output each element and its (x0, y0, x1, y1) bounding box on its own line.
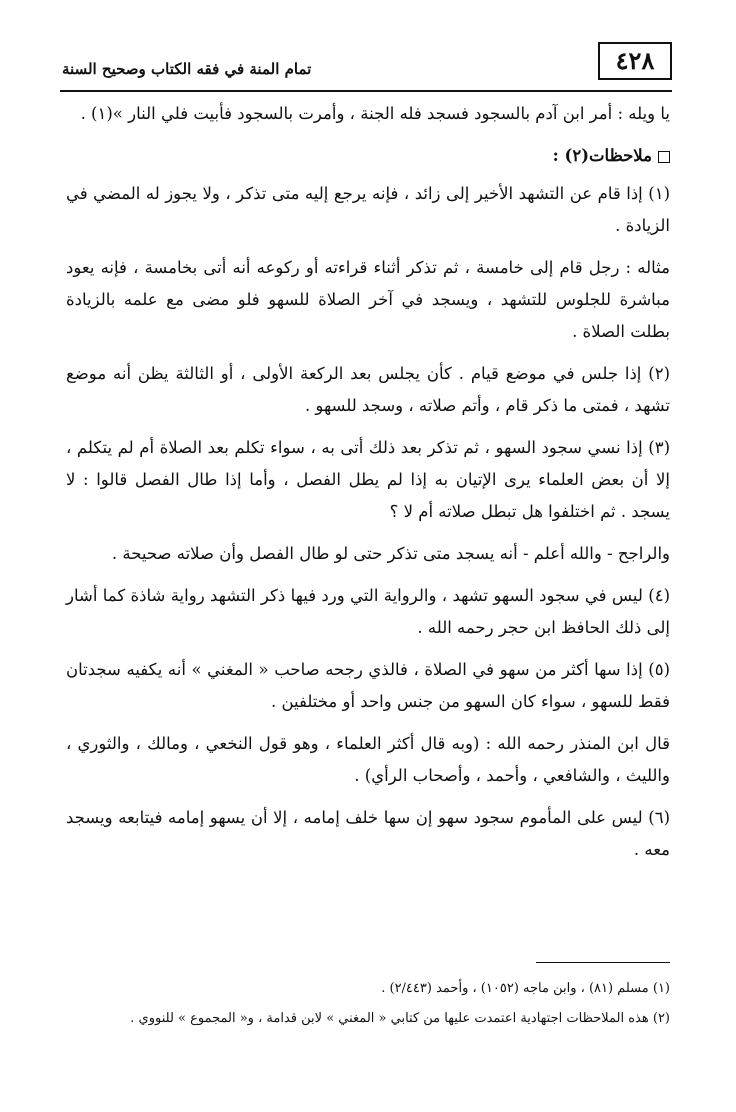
note-5: (٥) إذا سها أكثر من سهو في الصلاة ، فالذي رجحه صاحب « المغني » أنه يكفيه سجدتان فقط للسهو ، سواء كان السهو من جنس واحد أو مختلفين . (66, 660, 670, 711)
notes-heading-label: ملاحظات(٢) : (552, 146, 652, 165)
note-5-quote: قال ابن المنذر رحمه الله : (وبه قال أكثر العلماء ، وهو قول النخعي ، ومالك ، والثوري ، والليث ، والشافعي ، وأحمد ، وأصحاب الرأي) . (66, 734, 670, 785)
footnote-2: (٢) هذه الملاحظات اجتهادية اعتمدت عليها من كتابي « المغني » لابن قدامة ، و« المجموع » للنووي . (130, 1011, 670, 1026)
footnote-1: (١) مسلم (٨١) ، وابن ماجه (١٠٥٢) ، وأحمد (٢/٤٤٣) . (381, 981, 670, 996)
notes-heading (66, 140, 670, 172)
note-2: (٢) إذا جلس في موضع قيام . كأن يجلس بعد الركعة الأولى ، أو الثالثة يظن أنه موضع تشهد ، فمتى ما ذكر قام ، وأتم صلاته ، وسجد للسهو . (66, 364, 670, 415)
running-title: تمام المنة في فقه الكتاب وصحيح السنة (62, 60, 312, 78)
page-header (60, 42, 672, 92)
note-3-preponderant: والراجح - والله أعلم - أنه يسجد متى تذكر حتى لو طال الفصل وأن صلاته صحيحة . (111, 544, 670, 563)
main-text (66, 98, 670, 876)
footnote-divider (536, 962, 670, 963)
footnotes (66, 974, 670, 1034)
note-1: (١) إذا قام عن التشهد الأخير إلى زائد ، فإنه يرجع إليه متى تذكر ، ولا يجوز له المضي في الزيادة . (66, 184, 670, 235)
note-1-example: مثاله : رجل قام إلى خامسة ، ثم تذكر أثناء قراءته أو ركوعه أنه أتى بخامسة ، فإنه يعود مباشرة للجلوس للتشهد ، ويسجد في آخر الصلاة للسهو فلو مضى مع علمه بالزيادة بطلت الصلاة . (66, 258, 670, 341)
note-4: (٤) ليس في سجود السهو تشهد ، والرواية التي ورد فيها ذكر التشهد رواية شاذة كما أشار إلى ذلك الحافظ ابن حجر رحمه الله . (66, 586, 670, 637)
square-bullet-icon (658, 151, 670, 163)
page-number: ٤٢٨ (598, 42, 672, 80)
note-3: (٣) إذا نسي سجود السهو ، ثم تذكر بعد ذلك أتى به ، سواء تكلم بعد الصلاة أم لم يتكلم ، إلا أن بعض العلماء يرى الإتيان به إذا لم يطل الفصل ، وأما إذا طال الفصل قالوا : لا يسجد . ثم اختلفوا هل تبطل صلاته أم لا ؟ (66, 438, 670, 521)
intro-paragraph: يا ويله : أمر ابن آدم بالسجود فسجد فله الجنة ، وأمرت بالسجود فأبيت فلي النار »(١) . (80, 104, 670, 123)
note-6: (٦) ليس على المأموم سجود سهو إن سها خلف إمامه ، إلا أن يسهو إمامه فيتابعه ويسجد معه . (66, 808, 670, 859)
